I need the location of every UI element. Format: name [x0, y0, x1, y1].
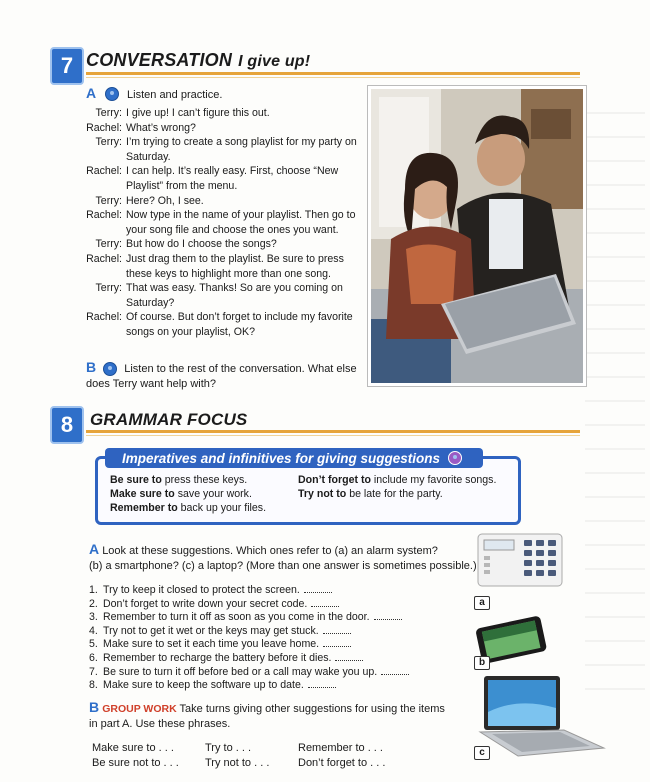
grammar-keyword: Try not to — [298, 488, 347, 500]
grammar-rest: save your work. — [174, 488, 252, 500]
grammar-rest: be late for the party. — [346, 488, 443, 500]
grammar-example — [298, 488, 443, 502]
line-text: Now type in the name of your playlist. Then go to your song file and choose the ones you want. — [126, 209, 356, 236]
grammar-example — [110, 474, 247, 488]
audio-icon[interactable] — [103, 362, 117, 376]
label-a: a — [474, 596, 490, 610]
section-rule-7 — [86, 72, 580, 75]
dialogue-line — [84, 164, 369, 193]
part-a-line1: Look at these suggestions. Which ones refer to (a) an alarm system? — [102, 545, 438, 557]
list-item — [89, 666, 469, 680]
line-text: What’s wrong? — [126, 121, 196, 134]
line-text: I give up! I can’t figure this out. — [126, 107, 270, 119]
phrase: Try not to . . . — [205, 757, 270, 769]
list-item — [89, 598, 469, 612]
dialogue-line — [84, 237, 369, 252]
grammar-example — [298, 474, 496, 488]
speaker: Rachel: — [86, 209, 122, 222]
item-number: 7. — [89, 665, 98, 678]
conversation-photo — [368, 86, 586, 386]
part-b-letter: B — [86, 359, 97, 375]
speaker: Rachel: — [86, 165, 122, 178]
item-number: 2. — [89, 597, 98, 610]
label-b: b — [474, 656, 490, 670]
speaker: Rachel: — [86, 311, 122, 324]
dialogue-line — [84, 252, 369, 281]
alarm-keypad-image — [476, 530, 566, 595]
item-number: 3. — [89, 611, 98, 624]
section-number-7: 7 — [50, 47, 84, 85]
grammar-box-title — [105, 448, 483, 468]
list-item — [89, 638, 469, 652]
list-item — [89, 652, 469, 666]
dialogue-line — [84, 194, 369, 209]
section-rule-8-thin — [86, 435, 580, 436]
section-subtitle: I give up! — [238, 53, 311, 70]
speaker: Terry: — [95, 107, 122, 119]
phrase: Remember to . . . — [298, 742, 383, 754]
answer-blank[interactable] — [323, 638, 351, 647]
list-item — [89, 679, 469, 693]
speaker: Rachel: — [86, 252, 122, 265]
dialogue-line — [84, 121, 369, 136]
keypad-icon — [476, 530, 566, 590]
line-text: But how do I choose the songs? — [126, 238, 277, 251]
part-b-line2: in part A. Use these phrases. — [89, 718, 231, 730]
part-b-group-work — [89, 700, 469, 732]
part-b-letter: B — [89, 699, 100, 715]
item-number: 8. — [89, 679, 98, 692]
part-a-question — [89, 542, 479, 574]
item-number: 1. — [89, 584, 98, 596]
section-title-conversation — [86, 50, 310, 71]
speaker: Terry: — [95, 136, 122, 149]
grammar-rest: back up your files. — [177, 502, 267, 514]
item-number: 6. — [89, 651, 98, 664]
group-work-tag: GROUP WORK — [102, 703, 177, 715]
speaker: Terry: — [95, 238, 122, 251]
part-a-instruction: Listen and practice. — [127, 89, 223, 101]
line-text: I’m trying to create a song playlist for my party on Saturday. — [126, 136, 357, 163]
section-rule-7-thin — [86, 77, 580, 78]
dialogue-line — [84, 281, 369, 310]
item-text: Remember to turn it off as soon as you come in the door. — [103, 611, 370, 624]
part-a-letter: A — [89, 541, 100, 557]
grammar-example — [110, 488, 252, 502]
laptop-image — [478, 672, 608, 767]
dialogue-line — [84, 310, 369, 339]
answer-blank[interactable] — [304, 584, 332, 593]
item-text: Make sure to set it each time you leave home. — [103, 638, 320, 651]
speaker: Terry: — [95, 194, 122, 207]
grammar-keyword: Remember to — [110, 502, 178, 514]
answer-blank[interactable] — [381, 666, 409, 675]
grammar-keyword: Be sure to — [110, 474, 162, 486]
line-text: Just drag them to the playlist. Be sure to press these keys to highlight more than one song. — [126, 252, 344, 280]
grammar-example — [110, 502, 266, 516]
part-a-line2: (b) a smartphone? (c) a laptop? (More than one answer is sometimes possible.) — [89, 560, 477, 572]
part-a-letter: A — [86, 85, 97, 101]
phrase: Don’t forget to . . . — [298, 757, 386, 769]
item-text: Try to keep it closed to protect the screen. — [103, 584, 300, 596]
grammar-keyword: Don’t forget to — [298, 474, 371, 486]
speaker: Terry: — [95, 282, 122, 295]
item-text: Try not to get it wet or the keys may get stuck. — [103, 624, 319, 637]
item-number: 4. — [89, 624, 98, 637]
phrase: Make sure to . . . — [92, 742, 174, 754]
section-rule-8 — [86, 430, 580, 433]
part-b-conversation — [86, 360, 366, 391]
grammar-box-title-text: Imperatives and infinitives for giving suggestions — [121, 450, 441, 466]
laptop-icon — [478, 672, 608, 762]
answer-blank[interactable] — [335, 652, 363, 661]
audio-icon[interactable] — [448, 451, 462, 465]
item-text: Don’t forget to write down your secret code. — [103, 597, 308, 610]
part-b-instruction: Listen to the rest of the conversation. What else does Terry want help with? — [86, 363, 357, 390]
part-b-line1: Take turns giving other suggestions for using the items — [179, 703, 445, 715]
dialogue-line — [84, 208, 369, 237]
list-item — [89, 611, 469, 625]
section-number-8: 8 — [50, 406, 84, 444]
answer-blank[interactable] — [311, 598, 339, 607]
dialogue-line — [84, 135, 369, 164]
line-text: Of course. But don’t forget to include my favorite songs on your playlist, OK? — [126, 311, 353, 338]
part-a-header — [86, 85, 222, 103]
speaker: Rachel: — [86, 121, 122, 134]
dialogue-line — [84, 106, 369, 121]
grammar-keyword: Make sure to — [110, 488, 175, 500]
bleed-through — [585, 90, 645, 690]
grammar-rest: include my favorite songs. — [370, 474, 497, 486]
list-item — [89, 584, 469, 598]
section-title-text: CONVERSATION — [86, 50, 233, 70]
item-text: Remember to recharge the battery before it dies. — [103, 651, 332, 664]
audio-icon[interactable] — [105, 87, 119, 101]
answer-blank[interactable] — [374, 611, 402, 620]
answer-blank[interactable] — [308, 679, 336, 688]
answer-blank[interactable] — [323, 625, 351, 634]
suggestion-list — [89, 584, 469, 693]
photo-illustration — [371, 89, 583, 383]
line-text: That was easy. Thanks! So are you coming on Saturday? — [126, 282, 343, 309]
phrase: Be sure not to . . . — [92, 757, 179, 769]
label-c: c — [474, 746, 490, 760]
item-text: Be sure to turn it off before bed or a call may wake you up. — [103, 665, 378, 678]
phrase: Try to . . . — [205, 742, 252, 754]
item-number: 5. — [89, 638, 98, 651]
line-text: I can help. It’s really easy. First, choose “New Playlist” from the menu. — [126, 165, 339, 192]
list-item — [89, 625, 469, 639]
line-text: Here? Oh, I see. — [126, 194, 204, 207]
grammar-rest: press these keys. — [161, 474, 248, 486]
dialogue — [84, 106, 369, 340]
section-title-grammar-focus: GRAMMAR FOCUS — [90, 410, 248, 429]
item-text: Make sure to keep the software up to date. — [103, 679, 304, 692]
